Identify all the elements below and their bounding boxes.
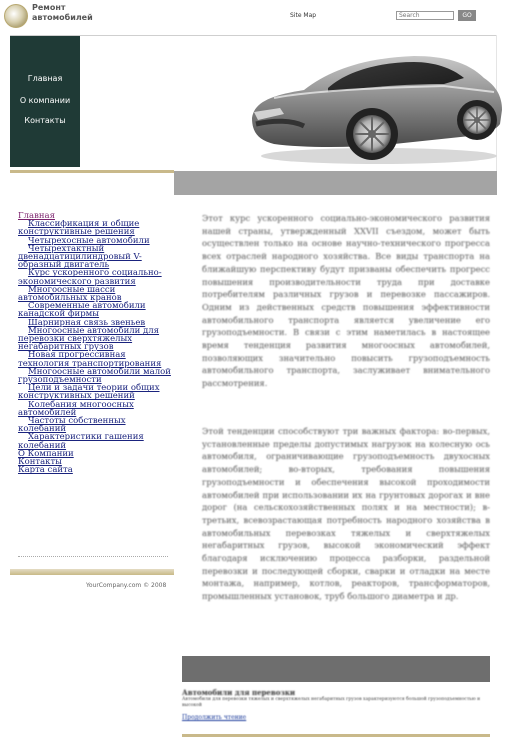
sidebar-link[interactable]: Четырехтактный двенадцатицилиндровый V-образный двигатель bbox=[18, 243, 142, 271]
footer-box-text: Автомобили для перевозки тяжелых и сверхтяжелых негабаритных грузов характеризуются большой грузоподъемностью и высокой bbox=[182, 697, 481, 708]
sidebar-link-list bbox=[18, 212, 173, 475]
sidebar-link[interactable]: Карта сайта bbox=[18, 465, 73, 476]
main-paragraph-2: Этой тенденции способствуют три важных фактора: во-первых, установленные пределы допустимых нагрузок на колесную ось автомобиля, ограничивающие грузоподъемность двухосных автомобилей; во-вторых, требования повышения грузоподъемности и обеспечения высокой проходимости автомобилей при использовании их на грунтовых дорогах и вне дорог (на сельскохозяйственных полях и на местности); в-третьих, всевозрастающая потребность народного хозяйства в автомобильных перевозках тяжелых и сверхтяжелых негабаритных грузов, высокой экономический эффект благодаря исключению процесса разборки, раздельной перевозки и последующей сборки, сварки и отладки на месте монтажа, например, котлов, реакторов, трансформаторов, промышленных установок, труб большого диаметра и др. bbox=[202, 426, 490, 602]
footer-box-band bbox=[182, 656, 490, 682]
logo-line-2: автомобилей bbox=[32, 13, 93, 22]
site-logo-text[interactable] bbox=[32, 3, 112, 23]
hero-top-rule bbox=[10, 35, 497, 36]
footer-box-title: Автомобили для перевозки bbox=[182, 688, 296, 697]
sidebar-link[interactable]: Характеристики гашения колебаний bbox=[18, 432, 144, 451]
nav-item-home[interactable]: Главная bbox=[27, 74, 63, 83]
sidebar-link[interactable]: Контакты bbox=[18, 457, 62, 468]
search-go-button[interactable]: GO bbox=[458, 10, 476, 21]
site-map-link[interactable]: Site Map bbox=[290, 12, 317, 19]
sidebar-link[interactable]: Шарнирная связь звеньев bbox=[28, 317, 146, 328]
sidebar-link[interactable]: Новая прогрессивная технология транспортирования bbox=[18, 350, 162, 369]
hero-car-image bbox=[244, 40, 508, 168]
sidebar-link[interactable]: Современные автомобили канадской фирмы bbox=[18, 301, 146, 320]
sidebar-link[interactable]: Колебания многоосных автомобилей bbox=[18, 399, 134, 418]
sidebar-link[interactable]: Курс ускоренного социально-экономического развития bbox=[18, 268, 162, 287]
sidebar-link[interactable]: Четырехосные автомобили bbox=[28, 235, 150, 246]
nav-gold-underline bbox=[10, 170, 174, 173]
sidebar-gold-bar bbox=[10, 569, 174, 575]
logo-icon bbox=[4, 4, 28, 28]
nav-item-contacts[interactable]: Контакты bbox=[24, 116, 66, 125]
sidebar-link[interactable]: Многоосные автомобили малой грузоподъемности bbox=[18, 366, 171, 386]
nav-item-about[interactable]: О компании bbox=[19, 96, 71, 105]
sidebar-link[interactable]: О Компании bbox=[18, 448, 74, 459]
search-input[interactable] bbox=[396, 11, 454, 20]
copyright-text: YourCompany.com © 2008 bbox=[86, 582, 167, 589]
footer-gold-bar bbox=[182, 734, 490, 737]
sidebar-link[interactable]: Многоосные шасси автомобильных кранов bbox=[18, 284, 122, 304]
main-paragraph-1: Этот курс ускоренного социально-экономического развития нашей страны, утвержденный XXVII съездом, может быть осуществлен только на основе научно-технического прогресса всех отраслей народного хозяйства. Все виды транспорта на ближайшую перспективу будут призваны обеспечить прогресс повышения производительности труда при доставке потребителям различных грузов и перевозке пассажиров. Одним из действенных средств повышения эффективности автомобильного транспорта является увеличение его грузоподъемности. В связи с этим наметилась в настоящее время тенденция развития многоосных автомобилей, позволяющих значительно повысить грузоподъемность автомобильного транспорта, заслуживает внимательного рассмотрения. bbox=[202, 213, 490, 389]
sidebar-link[interactable]: Частоты собственных колебаний bbox=[18, 416, 126, 435]
sidebar-link[interactable]: Многоосные автомобили для перевозки сверхтяжелых негабаритных грузов bbox=[18, 325, 160, 353]
sidebar-separator bbox=[18, 556, 168, 557]
content-header-band bbox=[174, 171, 497, 195]
footer-box-link[interactable]: Продолжить чтение bbox=[182, 714, 247, 721]
sidebar-link[interactable]: Классификация и общие конструктивные решения bbox=[18, 219, 140, 238]
main-nav-panel bbox=[10, 36, 80, 167]
sidebar-link[interactable]: Цели и задачи теории общих конструктивных решений bbox=[18, 383, 160, 402]
logo-line-1: Ремонт bbox=[32, 3, 66, 12]
sidebar-link[interactable]: Главная bbox=[18, 211, 55, 221]
